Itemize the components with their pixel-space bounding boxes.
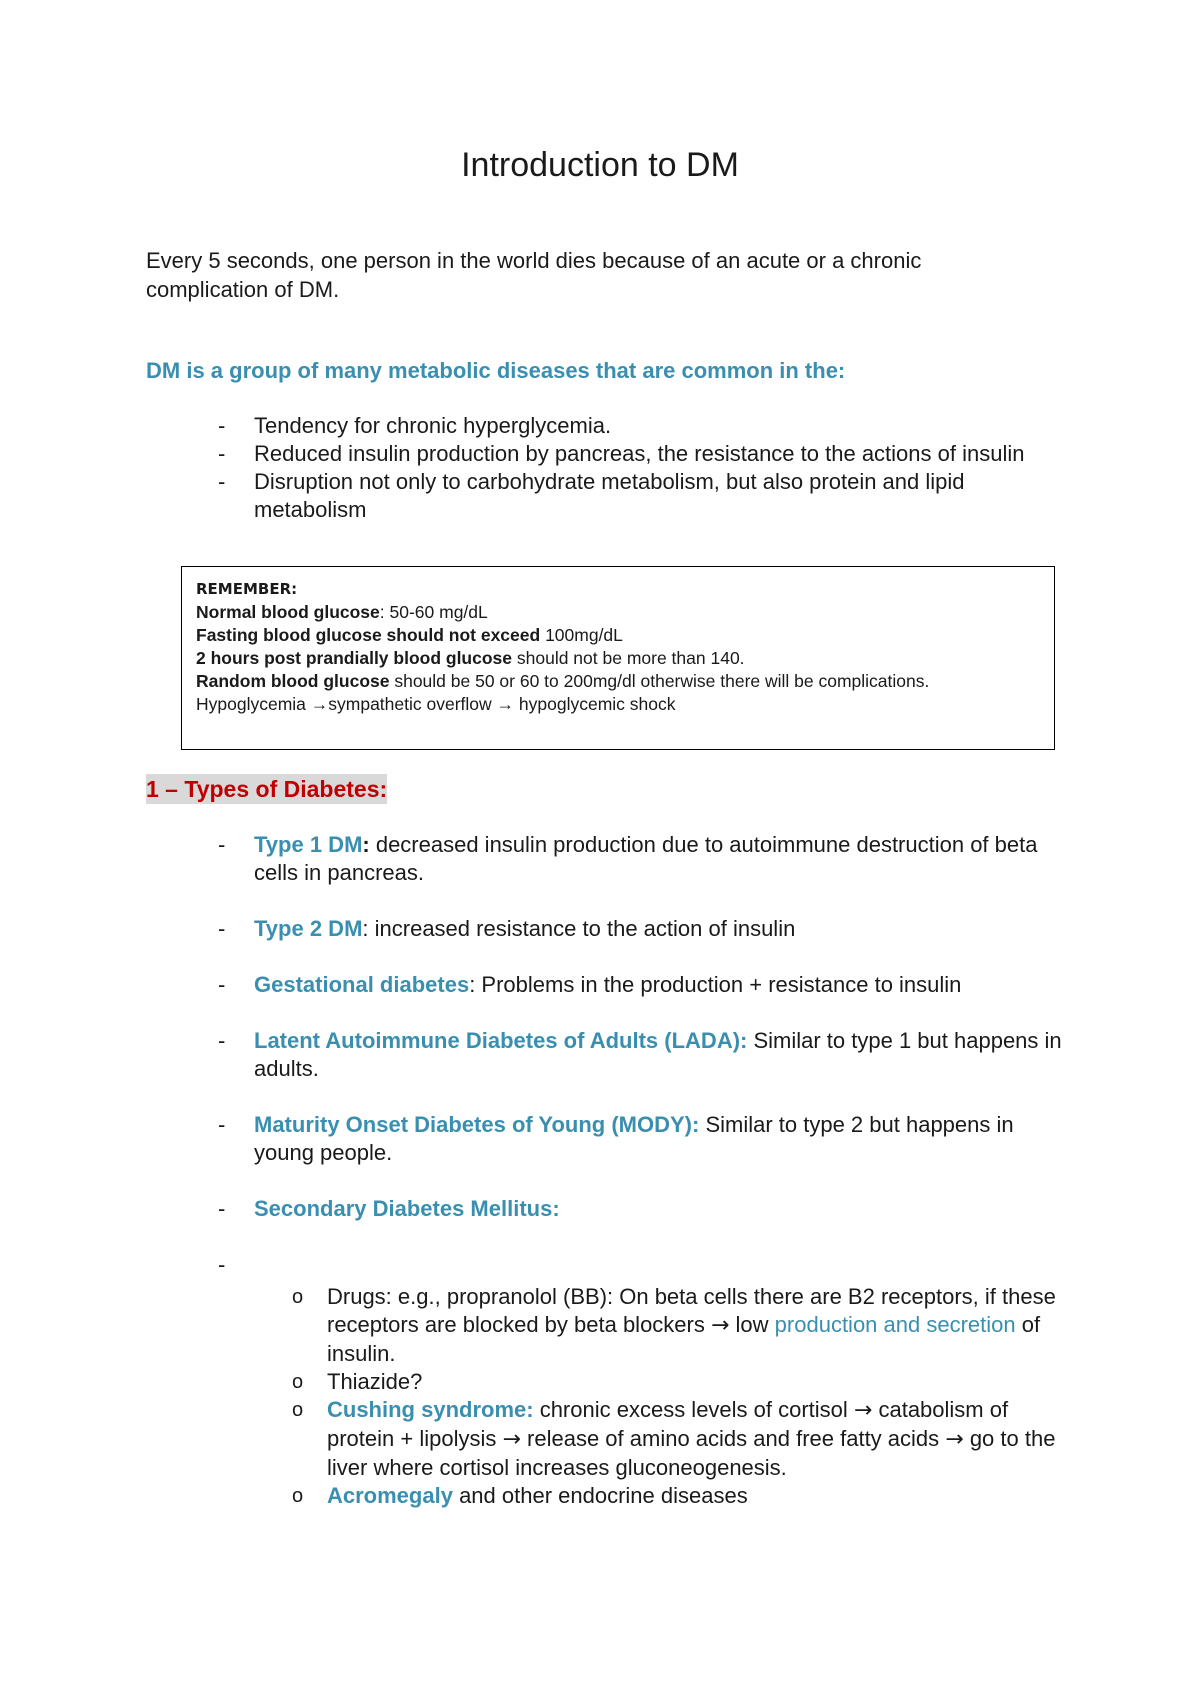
bullet-marker: o (292, 1485, 304, 1507)
secondary-list (146, 1283, 1066, 1510)
page-title: Introduction to DM (461, 146, 739, 184)
arrow-icon: → (945, 1427, 964, 1452)
remember-line: Fasting blood glucose should not exceed 100mg/dL (196, 625, 623, 645)
types-list (146, 831, 1066, 1279)
intro-paragraph: Every 5 seconds, one person in the world dies because of an acute or a chronic complication of DM. (146, 248, 922, 302)
remember-line: Hypoglycemia →sympathetic overflow → hypoglycemic shock (196, 694, 676, 714)
remember-box (181, 566, 1055, 750)
list-item: - Gestational diabetes: Problems in the production + resistance to insulin (218, 972, 962, 997)
list-item: o Acromegaly and other endocrine diseases (292, 1483, 748, 1508)
arrow-icon: → (853, 1398, 873, 1423)
list-item: - Type 2 DM: increased resistance to the action of insulin (218, 916, 796, 941)
list-item: - Latent Autoimmune Diabetes of Adults (LADA): Similar to type 1 but happens in adults. (218, 1028, 1062, 1081)
list-item: o Drugs: e.g., propranolol (BB): On beta cells there are B2 receptors, if these receptors are blocked by beta blockers → low production and secretion of insulin. (292, 1284, 1056, 1366)
dash-marker: - (218, 413, 226, 438)
arrow-icon: → (710, 1313, 730, 1338)
list-item: - Secondary Diabetes Mellitus: (218, 1196, 560, 1221)
dash-marker: - (218, 441, 226, 466)
section-heading: 1 – Types of Diabetes: (146, 776, 388, 802)
list-item: - (218, 1252, 226, 1277)
list-item: o Thiazide? (292, 1369, 423, 1394)
list-item: o Cushing syndrome: chronic excess levels of cortisol → catabolism of protein + lipolysis → release of amino acids and free fatty acids → go to the liver where cortisol increases gluconeogenesis. (292, 1397, 1056, 1480)
bullet-marker: o (292, 1371, 304, 1393)
bullet-marker: o (292, 1286, 304, 1308)
group-list (146, 412, 1066, 524)
remember-line: Normal blood glucose: 50-60 mg/dL (196, 602, 488, 622)
list-item: - Maturity Onset Diabetes of Young (MODY): Similar to type 2 but happens in young people. (218, 1112, 1014, 1165)
list-item: - Type 1 DM: decreased insulin production due to autoimmune destruction of beta cells in pancreas. (218, 832, 1038, 885)
list-item: - Reduced insulin production by pancreas, the resistance to the actions of insulin (218, 441, 1025, 466)
bullet-marker: o (292, 1399, 304, 1421)
group-heading: DM is a group of many metabolic diseases that are common in the: (146, 358, 846, 383)
remember-line: Random blood glucose should be 50 or 60 to 200mg/dl otherwise there will be complications. (196, 671, 930, 691)
list-item: - Disruption not only to carbohydrate metabolism, but also protein and lipid metabolism (218, 469, 965, 522)
dash-marker: - (218, 469, 226, 494)
remember-line: 2 hours post prandially blood glucose should not be more than 140. (196, 648, 745, 668)
remember-title: REMEMBER: (196, 580, 298, 598)
arrow-icon: → (502, 1427, 521, 1452)
list-item: - Tendency for chronic hyperglycemia. (218, 413, 612, 438)
